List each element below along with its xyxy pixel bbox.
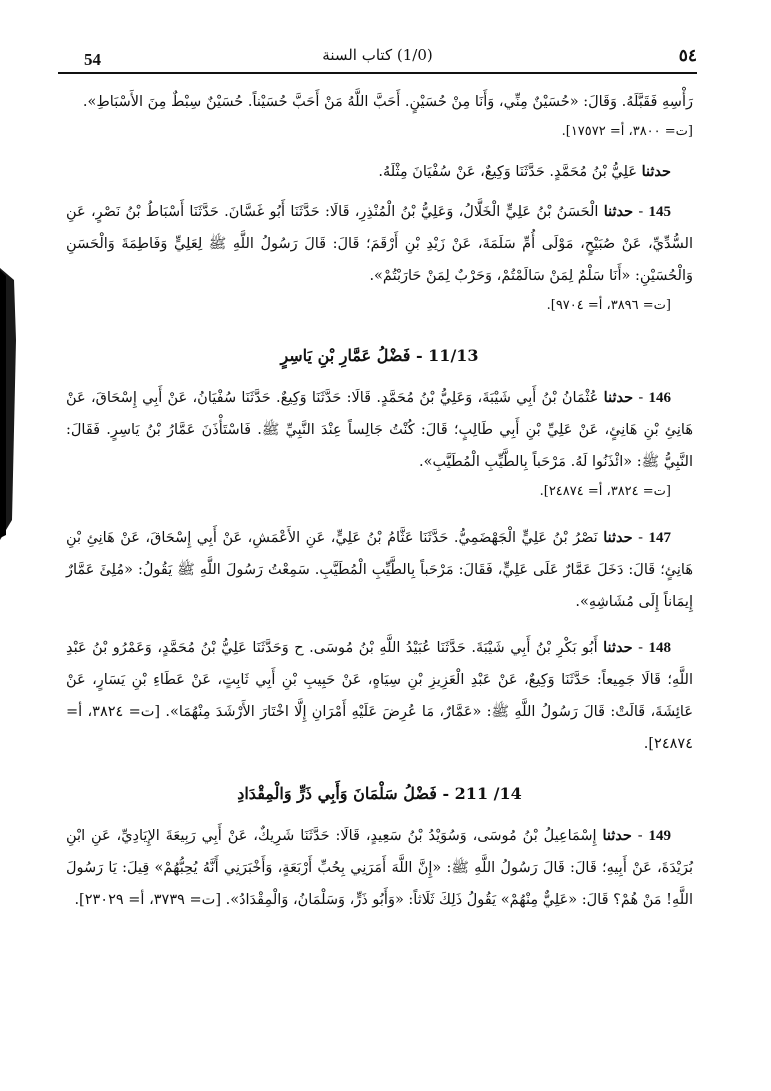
hadith-146: 146 - حدثنا عُثْمَانُ بْنُ أَبِي شَيْبَةَ، وَعَلِيُّ بْنُ مُحَمَّدٍ. قَالَا: حَدَّثَنَا وَكِيعٌ. حَدَّثَنَا سُفْيَانُ، عَنْ أَبِي إِسْحَاقَ، عَنْ هَانِئِ بْنِ هَانِئٍ، عَنْ عَلِيِّ بْنِ أَبِي طَالِبٍ؛ قَالَ: كُنْتُ جَالِساً عِنْدَ النَّبِيِّ ﷺ. فَاسْتَأْذَنَ عَمَّارُ بْنُ يَاسِرٍ. فَقَالَ: النَّبِيُّ ﷺ: «ائْذَنُوا لَهُ. مَرْحَباً بِالطَّيِّبِ الْمُطَيَّبِ». [ت= ٣٨٢٤، أ= ٢٤٨٧٤]. (66, 382, 693, 508)
chapter-heading: 11/13 - فَضْلُ عَمَّارِ بْنِ يَاسِرٍ (280, 346, 479, 365)
haddathana-word: حدثنا (603, 529, 633, 546)
hadith-number: 147 (648, 530, 672, 546)
continued-text (66, 86, 693, 148)
paragraph-text: رَأْسِهِ فَقَبَّلَهُ. وَقَالَ: «حُسَيْنٌ مِنِّي، وَأَنَا مِنْ حُسَيْنٍ. أَحَبَّ اللَّهُ مَنْ أَحَبَّ حُسَيْناً. حُسَيْنٌ سِبْطٌ مِنَ الأَسْبَاطِ». (82, 94, 693, 110)
page-header (58, 42, 697, 74)
hadith-145: 145 - حدثنا الْحَسَنُ بْنُ عَلِيٍّ الْخَلَّالُ، وَعَلِيُّ بْنُ الْمُنْذِرِ، قَالَا: حَدَّثَنَا أَبُو غَسَّانَ. حَدَّثَنَا أَسْبَاطُ بْنُ نَصْرٍ، عَنِ السُّدِّيِّ، عَنْ صُبَيْحٍ، مَوْلَى أُمِّ سَلَمَةَ، عَنْ زَيْدِ بْنِ أَرْقَمَ؛ قَالَ: قَالَ رَسُولُ اللَّهِ ﷺ لِعَلِيٍّ وَفَاطِمَةَ وَالْحَسَنِ وَالْحُسَيْنِ: «أَنَا سَلْمٌ لِمَنْ سَالَمْتُمْ، وَحَرْبٌ لِمَنْ حَارَبْتُمْ». [ت= ٣٨٩٦، أ= ٩٧٠٤]. (66, 196, 693, 322)
haddathana-word: حدثنا (641, 163, 671, 180)
reference-citation: [ت= ٣٨٩٦، أ= ٩٧٠٤]. (546, 298, 671, 313)
reference-citation: [ت= ٣٨٢٤، أ= ٢٤٨٧٤]. (539, 484, 671, 499)
reference-citation: [ت= ٣٧٣٩، أ= ٢٣٠٢٩]. (74, 892, 221, 908)
hadith-147: 147 - حدثنا نَصْرُ بْنُ عَلِيٍّ الْجَهْضَمِيُّ. حَدَّثَنَا عَثَّامُ بْنُ عَلِيٍّ، عَنِ الأَعْمَشِ، عَنْ أَبِي إِسْحَاقَ، عَنْ هَانِئِ بْنِ هَانِئٍ؛ قَالَ: دَخَلَ عَمَّارٌ عَلَى عَلِيٍّ، فَقَالَ: مَرْحَباً بِالطَّيِّبِ الْمُطَيَّبِ. سَمِعْتُ رَسُولَ اللَّهِ ﷺ يَقُولُ: «مُلِئَ عَمَّارٌ إِيمَاناً إِلَى مُشَاشِهِ». (66, 529, 693, 610)
running-title: (1/0) كتاب السنة (322, 46, 433, 64)
haddathana-word: حدثنا (603, 639, 633, 656)
hadith-149: 149 - حدثنا إِسْمَاعِيلُ بْنُ مُوسَى، وَسُوَيْدُ بْنُ سَعِيدٍ، قَالَا: حَدَّثَنَا شَرِيكٌ، عَنْ أَبِي رَبِيعَةَ الإِيَادِيِّ، عَنِ ابْنِ بُرَيْدَةَ، عَنْ أَبِيهِ؛ قَالَ: قَالَ رَسُولُ اللَّهِ ﷺ: «إِنَّ اللَّهَ أَمَرَنِي بِحُبِّ أَرْبَعَةٍ، وَأَخْبَرَنِي أَنَّهُ يُحِبُّهُمْ» قِيلَ: يَا رَسُولَ اللَّهِ! مَنْ هُمْ؟ قَالَ: «عَلِيٌّ مِنْهُمْ» يَقُولُ ذَلِكَ ثَلَاثاً: «وَأَبُو ذَرٍّ، وَسَلْمَانُ، وَالْمِقْدَادُ». [ت= ٣٧٣٩، أ= ٢٣٠٢٩]. (66, 827, 693, 908)
hadith-text: عُثْمَانُ بْنُ أَبِي شَيْبَةَ، وَعَلِيُّ بْنُ مُحَمَّدٍ. قَالَا: حَدَّثَنَا وَكِيعٌ. حَدَّثَنَا سُفْيَانُ، عَنْ أَبِي إِسْحَاقَ، عَنْ هَانِئِ بْنِ هَانِئٍ، عَنْ عَلِيِّ بْنِ أَبِي طَالِبٍ؛ قَالَ: كُنْتُ جَالِساً عِنْدَ النَّبِيِّ ﷺ. فَاسْتَأْذَنَ عَمَّارُ بْنُ يَاسِرٍ. فَقَالَ: النَّبِيُّ ﷺ: «ائْذَنُوا لَهُ. مَرْحَباً بِالطَّيِّبِ الْمُطَيَّبِ». (66, 390, 693, 470)
hadith-text: أَبُو بَكْرِ بْنُ أَبِي شَيْبَةَ. حَدَّثَنَا عُبَيْدُ اللَّهِ بْنُ مُوسَى. ح وَحَدَّثَنَا عَلِيُّ بْنُ مُحَمَّدٍ، وَعَمْرُو بْنُ عَبْدِ اللَّهِ؛ قَالَا جَمِيعاً: حَدَّثَنَا وَكِيعٌ، عَنْ عَبْدِ الْعَزِيزِ بْنِ سِيَاهٍ، عَنْ حَبِيبِ بْنِ أَبِي ثَابِتٍ، عَنْ عَطَاءِ بْنِ يَسَارٍ، عَنْ عَائِشَةَ، قَالَتْ: قَالَ رَسُولُ اللَّهِ ﷺ: «عَمَّارٌ، مَا عُرِضَ عَلَيْهِ أَمْرَانِ إِلَّا اخْتَارَ الأَرْشَدَ مِنْهُمَا». (66, 640, 693, 720)
hadith-text: الْحَسَنُ بْنُ عَلِيٍّ الْخَلَّالُ، وَعَلِيُّ بْنُ الْمُنْذِرِ، قَالَا: حَدَّثَنَا أَبُو غَسَّانَ. حَدَّثَنَا أَسْبَاطُ بْنُ نَصْرٍ، عَنِ السُّدِّيِّ، عَنْ صُبَيْحٍ، مَوْلَى أُمِّ سَلَمَةَ، عَنْ زَيْدِ بْنِ أَرْقَمَ؛ قَالَ: قَالَ رَسُولُ اللَّهِ ﷺ لِعَلِيٍّ وَفَاطِمَةَ وَالْحَسَنِ وَالْحُسَيْنِ: «أَنَا سَلْمٌ لِمَنْ سَالَمْتُمْ، وَحَرْبٌ لِمَنْ حَارَبْتُمْ». (66, 204, 693, 284)
hadith-number: 148 (648, 640, 672, 656)
hadith-number: 145 (648, 204, 672, 220)
hadith-number: 149 (648, 828, 672, 844)
haddathana-word: حدثنا (602, 827, 632, 844)
page-number-latin: 54 (84, 50, 101, 69)
paragraph-text: عَلِيُّ بْنُ مُحَمَّدٍ. حَدَّثَنَا وَكِيعٌ، عَنْ سُفْيَانَ مِثْلَهُ. (378, 164, 637, 180)
isnad-line (66, 156, 693, 188)
hadith-text: إِسْمَاعِيلُ بْنُ مُوسَى، وَسُوَيْدُ بْنُ سَعِيدٍ، قَالَا: حَدَّثَنَا شَرِيكٌ، عَنْ أَبِي رَبِيعَةَ الإِيَادِيِّ، عَنِ ابْنِ بُرَيْدَةَ، عَنْ أَبِيهِ؛ قَالَ: قَالَ رَسُولُ اللَّهِ ﷺ: «إِنَّ اللَّهَ أَمَرَنِي بِحُبِّ أَرْبَعَةٍ، وَأَخْبَرَنِي أَنَّهُ يُحِبُّهُمْ» قِيلَ: يَا رَسُولَ اللَّهِ! مَنْ هُمْ؟ قَالَ: «عَلِيٌّ مِنْهُمْ» يَقُولُ ذَلِكَ ثَلَاثاً: «وَأَبُو ذَرٍّ، وَسَلْمَانُ، وَالْمِقْدَادُ». (66, 828, 693, 908)
hadith-148: 148 - حدثنا أَبُو بَكْرِ بْنُ أَبِي شَيْبَةَ. حَدَّثَنَا عُبَيْدُ اللَّهِ بْنُ مُوسَى. ح وَحَدَّثَنَا عَلِيُّ بْنُ مُحَمَّدٍ، وَعَمْرُو بْنُ عَبْدِ اللَّهِ؛ قَالَا جَمِيعاً: حَدَّثَنَا وَكِيعٌ، عَنْ عَبْدِ الْعَزِيزِ بْنِ سِيَاهٍ، عَنْ حَبِيبِ بْنِ أَبِي ثَابِتٍ، عَنْ عَطَاءِ بْنِ يَسَارٍ، عَنْ عَائِشَةَ، قَالَتْ: قَالَ رَسُولُ اللَّهِ ﷺ: «عَمَّارٌ، مَا عُرِضَ عَلَيْهِ أَمْرَانِ إِلَّا اخْتَارَ الأَرْشَدَ مِنْهُمَا». [ت= ٣٨٢٤، أ= ٢٤٨٧٤]. (66, 639, 693, 752)
chapter-heading: 14/ 211 - فَضْلُ سَلْمَانَ وَأَبِي ذَرٍّ وَالْمِقْدَادِ (237, 784, 522, 803)
haddathana-word: حدثنا (603, 389, 634, 406)
hadith-text: نَصْرُ بْنُ عَلِيٍّ الْجَهْضَمِيُّ. حَدَّثَنَا عَثَّامُ بْنُ عَلِيٍّ، عَنِ الأَعْمَشِ، عَنْ أَبِي إِسْحَاقَ، عَنْ هَانِئِ بْنِ هَانِئٍ؛ قَالَ: دَخَلَ عَمَّارٌ عَلَى عَلِيٍّ، فَقَالَ: مَرْحَباً بِالطَّيِّبِ الْمُطَيَّبِ. سَمِعْتُ رَسُولَ اللَّهِ ﷺ يَقُولُ: «مُلِئَ عَمَّارٌ إِيمَاناً إِلَى مُشَاشِهِ». (66, 530, 693, 610)
hadith-number: 146 (648, 390, 672, 406)
haddathana-word: حدثنا (603, 203, 634, 220)
page-number-arabic: ٥٤ (678, 46, 697, 66)
reference-citation: [ت= ٣٨٢٤، أ= ٢٤٨٧٤]. (66, 704, 693, 752)
page-body (66, 86, 693, 916)
reference-citation: [ت= ٣٨٠٠، أ= ١٧٥٧٢]. (561, 124, 693, 139)
